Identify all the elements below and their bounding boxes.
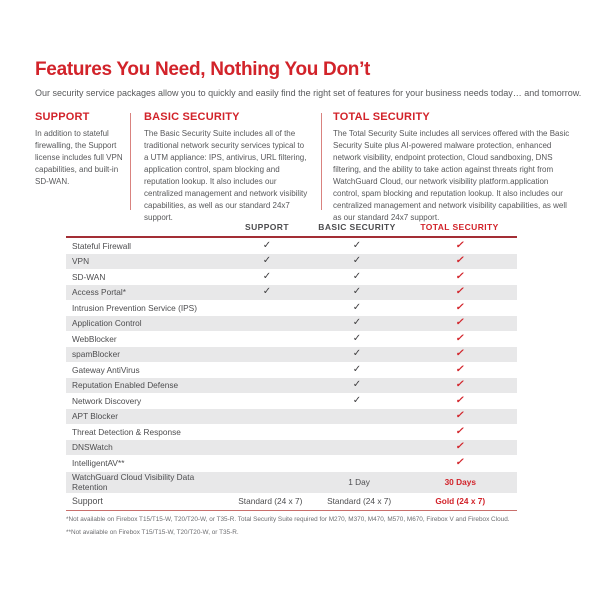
check-icon: ✓ [455,410,464,422]
table-row [66,316,517,332]
basic-security-description [144,111,310,224]
feature-label: APT Blocker [72,411,118,422]
feature-label: spamBlocker [72,349,120,360]
check-icon: ✓ [352,239,362,251]
check-icon: ✓ [455,379,464,391]
footnotes [66,514,510,540]
column-divider [321,113,322,210]
support-tier-total: Gold (24 x 7) [435,496,486,506]
footnote-2: **Not available on Firebox T15/T15-W, T20/T20-W, or T35-R. [66,528,239,536]
feature-label: Gateway AntiVirus [72,364,140,375]
check-icon: ✓ [262,255,272,267]
page-title: Features You Need, Nothing You Don’t [35,59,371,80]
column-header-total-security: TOTAL SECURITY [420,221,499,232]
total-security-body: The Total Security Suite includes all services offered with the Basic Security Suite plus AI-powered malware protection, enhanced network visibility, endpoint protection, Cloud sandboxing, DNS filtering, and the ability to take action against threats right from WatchGuard Cloud, our network visibility platform.application control, spam blocking and reputation lookup. It also includes our centralized management and network visibility capabilities, as well as our standard 24x7 support. [333,129,570,222]
table-row [66,331,517,347]
data-retention-row [66,472,517,493]
table-row [66,300,517,316]
table-row [66,269,517,285]
check-icon: ✓ [352,255,362,267]
check-icon: ✓ [262,239,272,251]
check-icon: ✓ [352,394,362,406]
support-tier-basic: Standard (24 x 7) [327,496,392,506]
check-icon: ✓ [455,456,464,468]
support-level-row [66,493,517,511]
check-icon: ✓ [262,286,272,298]
table-row [66,409,517,425]
check-icon: ✓ [455,301,464,313]
check-icon: ✓ [455,348,464,360]
feature-label: WebBlocker [72,333,117,344]
feature-label: Stateful Firewall [72,240,132,251]
total-security-description [333,111,574,224]
check-icon: ✓ [455,255,464,267]
support-description [35,111,123,224]
feature-label: Access Portal* [72,287,126,298]
retention-total-value: 30 Days [444,477,476,487]
feature-label: Support [72,496,103,506]
check-icon: ✓ [352,363,362,375]
support-body: In addition to stateful firewalling, the Support license includes full VPN capabilities, and built-in SD-WAN. [35,129,123,186]
table-header-row [66,217,517,238]
check-icon: ✓ [352,270,362,282]
total-security-heading: TOTAL SECURITY [333,111,430,123]
table-row [66,378,517,394]
package-descriptions [35,111,575,224]
table-row [66,455,517,471]
column-divider [130,113,131,210]
table-row [66,440,517,456]
table-row [66,285,517,301]
check-icon: ✓ [455,317,464,329]
feature-label: Intrusion Prevention Service (IPS) [72,302,197,313]
feature-label: Network Discovery [72,395,142,406]
check-icon: ✓ [455,286,464,298]
check-icon: ✓ [352,317,362,329]
footnote-1: *Not available on Firebox T15/T15-W, T20/T20-W, or T35-R. Total Security Suite required for M270, M370, M470, M570, M670, Firebox V and Firebox Cloud. [66,516,510,523]
feature-comparison-table [66,217,517,511]
feature-rows [66,238,517,471]
table-row [66,362,517,378]
check-icon: ✓ [262,270,272,282]
basic-security-body: The Basic Security Suite includes all of the traditional network security services typical to a UTM appliance: IPS, antivirus, URL filtering, application control, spam blocking and reputation lookup. It also includes our centralized management and network visibility capabilities, as well as our standard 24x7 support. [144,129,308,222]
column-header-basic-security: BASIC SECURITY [318,221,396,232]
page-subtitle: Our security service packages allow you to quickly and easily find the right set of features for your business needs today… and tomorrow. [35,88,582,98]
feature-label: WatchGuard Cloud Visibility Data Retention [72,472,195,492]
feature-label: IntelligentAV** [72,457,125,468]
table-row [66,254,517,270]
check-icon: ✓ [352,301,362,313]
check-icon: ✓ [455,363,464,375]
check-icon: ✓ [455,239,464,251]
feature-label: Application Control [72,318,142,329]
feature-label: Reputation Enabled Defense [72,380,179,391]
basic-security-heading: BASIC SECURITY [144,111,240,123]
feature-label: Threat Detection & Response [72,426,181,437]
table-row [66,393,517,409]
column-header-support: SUPPORT [245,221,289,232]
table-row [66,347,517,363]
check-icon: ✓ [352,348,362,360]
feature-label: DNSWatch [72,442,113,453]
check-icon: ✓ [455,270,464,282]
feature-label: VPN [72,256,90,267]
check-icon: ✓ [352,286,362,298]
support-heading: SUPPORT [35,111,90,123]
check-icon: ✓ [455,394,464,406]
table-row [66,424,517,440]
check-icon: ✓ [352,379,362,391]
check-icon: ✓ [455,425,464,437]
check-icon: ✓ [352,332,362,344]
feature-label: SD-WAN [72,271,106,282]
check-icon: ✓ [455,332,464,344]
support-tier-support: Standard (24 x 7) [238,496,303,506]
check-icon: ✓ [455,441,464,453]
table-row [66,238,517,254]
retention-basic-value: 1 Day [348,477,370,487]
